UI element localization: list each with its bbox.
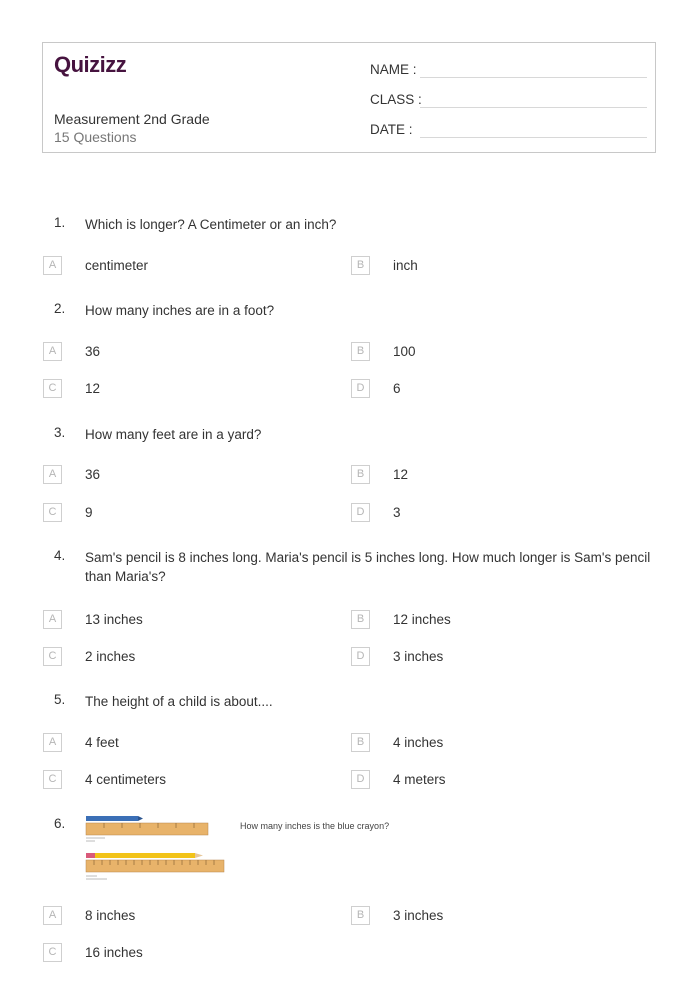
option-letter-a[interactable]: A	[43, 256, 62, 275]
question-text: How many feet are in a yard?	[85, 427, 262, 442]
pencil-eraser	[86, 853, 95, 858]
question-count: 15 Questions	[54, 129, 137, 145]
option-letter-a[interactable]: A	[43, 610, 62, 629]
option-text: inch	[393, 258, 418, 273]
crayon-ruler-image	[85, 815, 230, 887]
option-letter-c[interactable]: C	[43, 647, 62, 666]
option-text: 3 inches	[393, 908, 444, 923]
option-letter-a[interactable]: A	[43, 733, 62, 752]
ruler-bottom	[86, 860, 224, 872]
quizizz-logo: Quizizz	[54, 52, 127, 77]
option-text: 4 feet	[85, 735, 119, 750]
option-letter-b[interactable]: B	[351, 465, 370, 484]
option-text: 4 inches	[393, 735, 444, 750]
option-text: 12 inches	[393, 612, 451, 627]
question-number: 5.	[54, 692, 66, 707]
option-letter-b[interactable]: B	[351, 610, 370, 629]
option-letter-c[interactable]: C	[43, 770, 62, 789]
date-field[interactable]	[370, 119, 647, 139]
option-letter-b[interactable]: B	[351, 906, 370, 925]
class-label: CLASS :	[370, 92, 422, 107]
option-text: 13 inches	[85, 612, 143, 627]
class-line	[420, 107, 647, 108]
option-letter-d[interactable]: D	[351, 770, 370, 789]
option-text: 12	[85, 381, 101, 396]
option-text: 36	[85, 467, 101, 482]
option-text: 36	[85, 344, 101, 359]
option-letter-c[interactable]: C	[43, 379, 62, 398]
option-letter-b[interactable]: B	[351, 256, 370, 275]
option-letter-a[interactable]: A	[43, 906, 62, 925]
option-letter-d[interactable]: D	[351, 503, 370, 522]
option-text: centimeter	[85, 258, 149, 273]
question-number: 3.	[54, 425, 66, 440]
question-text: The height of a child is about....	[85, 694, 273, 709]
option-text: 8 inches	[85, 908, 136, 923]
option-text: 6	[393, 381, 401, 396]
name-line	[420, 77, 647, 78]
option-text: 3 inches	[393, 649, 444, 664]
question-text: Which is longer? A Centimeter or an inch?	[85, 217, 337, 232]
option-letter-a[interactable]: A	[43, 342, 62, 361]
name-label: NAME :	[370, 62, 417, 77]
option-letter-a[interactable]: A	[43, 465, 62, 484]
question-number: 2.	[54, 301, 66, 316]
question-number: 6.	[54, 816, 66, 831]
option-text: 3	[393, 505, 401, 520]
option-text: 2 inches	[85, 649, 136, 664]
option-letter-c[interactable]: C	[43, 503, 62, 522]
option-text: 9	[85, 505, 93, 520]
date-label: DATE :	[370, 122, 413, 137]
option-text: 100	[393, 344, 416, 359]
question-text: Sam's pencil is 8 inches long. Maria's pencil is 5 inches long. How much longer is Sam's pencil than Maria's?	[85, 550, 651, 584]
option-letter-b[interactable]: B	[351, 342, 370, 361]
worksheet-title: Measurement 2nd Grade	[54, 111, 210, 127]
worksheet-header	[42, 42, 656, 153]
option-letter-c[interactable]: C	[43, 943, 62, 962]
question-text: How many inches is the blue crayon?	[240, 821, 390, 831]
option-text: 4 centimeters	[85, 772, 167, 787]
ruler-top	[86, 823, 208, 835]
class-field[interactable]	[370, 89, 647, 109]
yellow-pencil	[95, 853, 195, 858]
option-letter-d[interactable]: D	[351, 647, 370, 666]
date-line	[420, 137, 647, 138]
blue-crayon	[86, 816, 138, 821]
name-field[interactable]	[370, 59, 647, 79]
option-letter-d[interactable]: D	[351, 379, 370, 398]
question-number: 1.	[54, 215, 66, 230]
question-number: 4.	[54, 548, 66, 563]
question-text: How many inches are in a foot?	[85, 303, 275, 318]
option-text: 12	[393, 467, 409, 482]
option-text: 16 inches	[85, 945, 143, 960]
option-text: 4 meters	[393, 772, 446, 787]
option-letter-b[interactable]: B	[351, 733, 370, 752]
